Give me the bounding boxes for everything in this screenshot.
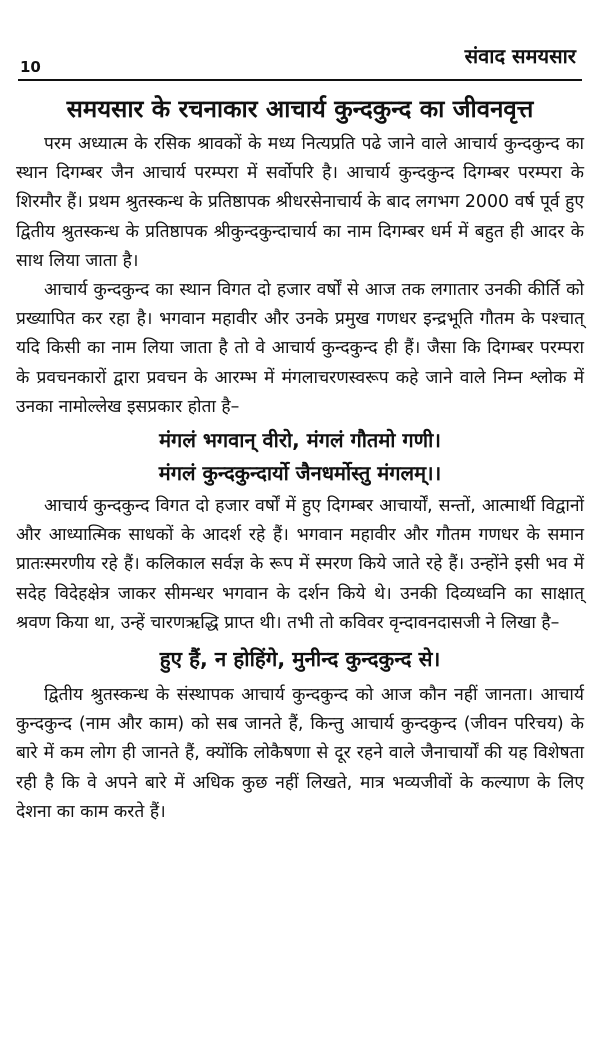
verse-line-1: मंगलं भगवान् वीरो, मंगलं गौतमो गणी। [159,428,441,453]
mangal-verse [14,425,586,489]
header-rule [18,79,582,81]
poet-quote: हुए हैं, न होहिंगे, मुनीन्द कुन्दकुन्द से। [159,647,441,672]
verse-line-2: मंगलं कुन्दकुन्दार्यो जैनधर्मोस्तु मंगलम्।। [158,461,442,486]
paragraph-4: द्वितीय श्रुतस्कन्ध के संस्थापक आचार्य कुन्दकुन्द को आज कौन नहीं जानता। आचार्य कुन्दकुन्द (नाम और काम) को सब जानते हैं, किन्तु आचार्य कुन्दकुन्द (जीवन परिचय) के बारे में कम लोग ही जानते हैं, क्योंकि लोकैषणा से दूर रहने वाले जैनाचार्यों की यह विशेषता रही है कि वे अपने बारे में अधिक कुछ नहीं लिखते, मात्र भव्यजीवों के कल्याण के लिए देशना का काम करते हैं। [16,685,584,822]
paragraph-1: परम अध्यात्म के रसिक श्रावकों के मध्य नित्यप्रति पढे जाने वाले आचार्य कुन्दकुन्द का स्थान दिगम्बर जैन आचार्य परम्परा में सर्वोपरि है। आचार्य कुन्दकुन्द दिगम्बर परम्परा के शिरमौर हैं। प्रथम श्रुतस्कन्ध के प्रतिष्ठापक श्रीधरसेनाचार्य के बाद लगभग 2000 वर्ष पूर्व हुए द्वितीय श्रुतस्कन्ध के प्रतिष्ठापक श्रीकुन्दकुन्दाचार्य का नाम दिगम्बर धर्म में बहुत ही आदर के साथ लिया जाता है। [16,134,584,271]
book-title: संवाद समयसार [464,44,576,68]
paragraph-3: आचार्य कुन्दकुन्द विगत दो हजार वर्षों में हुए दिगम्बर आचार्यों, सन्तों, आत्मार्थी विद्वानों और आध्यात्मिक साधकों के आदर्श रहे हैं। भगवान महावीर और गौतम गणधर के समान प्रातःस्मरणीय रहे हैं। कलिकाल सर्वज्ञ के रूप में स्मरण किये जाते रहे हैं। उन्होंने इसी भव में सदेह विदेहक्षेत्र जाकर सीमन्धर भगवान के दर्शन किये थे। उनकी दिव्यध्वनि का साक्षात् श्रवण किया था, उन्हें चारणऋद्धि प्राप्त थी। तभी तो कविवर वृन्दावनदासजी ने लिखा है– [16,496,584,633]
chapter-heading: समयसार के रचनाकार आचार्य कुन्दकुन्द का जीवनवृत्त [66,95,534,123]
running-header [14,44,586,84]
paragraph-2: आचार्य कुन्दकुन्द का स्थान विगत दो हजार वर्षों से आज तक लगातार उनकी कीर्ति को प्रख्यापित कर रहा है। भगवान महावीर और उनके प्रमुख गणधर इन्द्रभूति गौतम के पश्चात् यदि किसी का नाम लिया जाता है तो वे आचार्य कुन्दकुन्द ही हैं। जैसा कि दिगम्बर परम्परा के प्रवचनकारों द्वारा प्रवचन के आरम्भ में मंगलाचरणस्वरूप कहे जाने वाले निम्न श्लोक में उनका नामोल्लेख इसप्रकार होता है– [16,280,584,417]
page-number: 10 [20,58,41,76]
